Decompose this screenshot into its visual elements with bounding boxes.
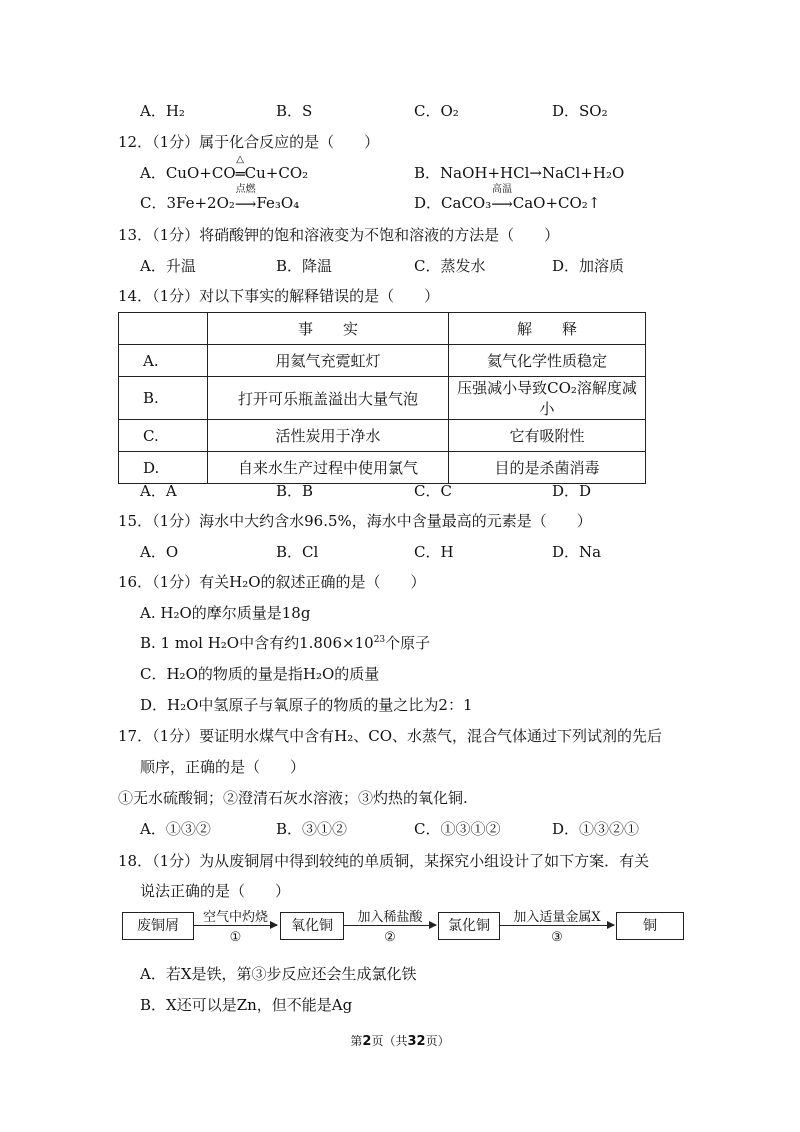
reaction-condition <box>234 184 257 213</box>
q12-c-reactants: C．3Fe+2O₂ <box>140 194 235 212</box>
table-header-row <box>119 313 646 345</box>
q15-stem: 15．（1分）海水中大约含水96.5%，海水中含量最高的元素是（ ） <box>118 512 592 530</box>
q12-stem: 12．（1分）属于化合反应的是（ ） <box>118 133 380 151</box>
q13-stem: 13．（1分）将硝酸钾的饱和溶液变为不饱和溶液的方法是（ ） <box>118 226 560 244</box>
q14-option-c: C．C <box>414 482 452 500</box>
q13-option-d: D．加溶质 <box>552 257 625 275</box>
condition-label: △ <box>236 154 244 165</box>
flow-box-scrap-copper: 废铜屑 <box>122 912 194 940</box>
equals-arrow-icon: ═ <box>235 165 245 183</box>
q14-stem: 14．（1分）对以下事实的解释错误的是（ ） <box>118 287 440 305</box>
q17-option-a: A．①③② <box>140 820 211 838</box>
q15-option-a: A．O <box>140 543 179 561</box>
q13-option-a: A．升温 <box>140 257 196 275</box>
table-row <box>119 452 646 484</box>
q15-option-c: C．H <box>414 543 454 561</box>
table-cell: C. <box>119 420 208 452</box>
table-row <box>119 420 646 452</box>
flow-arrow-icon <box>344 925 436 926</box>
q18-stem-line2: 说法正确的是（ ） <box>140 882 291 900</box>
footer-suffix: 页） <box>425 1034 450 1048</box>
table-cell: 用氦气充霓虹灯 <box>208 345 449 377</box>
q11-option-c: C．O₂ <box>414 102 459 120</box>
table-cell: 压强减小导致CO₂溶解度减小 <box>449 377 646 420</box>
table-cell: B. <box>119 377 208 420</box>
flow-step-number: ② <box>384 930 396 945</box>
q12-option-a <box>140 154 309 183</box>
flow-arrow-icon <box>194 925 277 926</box>
flow-step-label: 加入适量金属X <box>513 910 601 925</box>
q13-option-b: B．降温 <box>276 257 333 275</box>
table-row <box>119 377 646 420</box>
q12-option-d <box>414 184 601 213</box>
flow-step-label: 加入稀盐酸 <box>357 910 423 925</box>
q12-d-products: CaO+CO₂↑ <box>512 194 601 212</box>
q17-reagents: ①无水硫酸铜；②澄清石灰水溶液；③灼热的氧化铜. <box>118 789 468 807</box>
flow-box-copper-oxide: 氧化铜 <box>280 912 344 940</box>
q16-option-c: C．H₂O的物质的量是指H₂O的质量 <box>140 665 380 683</box>
q15-option-d: D．Na <box>552 543 602 561</box>
q11-option-b: B．S <box>276 102 313 120</box>
q11-option-a: A．H₂ <box>140 102 185 120</box>
flow-arrow-icon <box>500 925 614 926</box>
q17-stem-line1: 17．（1分）要证明水煤气中含有H₂、CO、水蒸气，混合气体通过下列试剂的先后 <box>118 727 663 745</box>
condition-label: 高温 <box>491 184 512 195</box>
q14-option-d: D．D <box>552 482 592 500</box>
page-footer <box>0 1032 800 1049</box>
q14-option-a: A．A <box>140 482 177 500</box>
total-pages-number: 32 <box>407 1034 426 1049</box>
process-flow-diagram <box>120 908 685 952</box>
q16-stem: 16．（1分）有关H₂O的叙述正确的是（ ） <box>118 573 426 591</box>
table-cell: 它有吸附性 <box>449 420 646 452</box>
table-cell: D. <box>119 452 208 484</box>
q12-a-reactants: A．CuO+CO <box>140 164 236 182</box>
table-cell: 活性炭用于净水 <box>208 420 449 452</box>
reaction-condition <box>491 184 513 213</box>
q17-stem-line2: 顺序，正确的是（ ） <box>140 758 306 776</box>
footer-middle: 页（共 <box>371 1034 408 1048</box>
q16-option-b <box>140 632 430 653</box>
table-header-cell <box>119 313 208 345</box>
table-header-cell: 事 实 <box>208 313 449 345</box>
q12-option-c <box>140 184 300 213</box>
q12-c-products: Fe₃O₄ <box>256 194 300 212</box>
table-cell: 目的是杀菌消毒 <box>449 452 646 484</box>
flow-step-label: 空气中灼烧 <box>202 910 268 925</box>
q15-option-b: B．Cl <box>276 543 319 561</box>
q16-b-suffix: 个原子 <box>385 634 431 652</box>
flow-step-number: ① <box>229 930 242 945</box>
table-row <box>119 345 646 377</box>
table-cell: 氦气化学性质稳定 <box>449 345 646 377</box>
reaction-arrow-icon: ⟶ <box>234 195 257 213</box>
table-cell: 打开可乐瓶盖溢出大量气泡 <box>208 377 449 420</box>
condition-label: 点燃 <box>235 184 256 195</box>
q18-option-b: B．X还可以是Zn，但不能是Ag <box>140 996 353 1014</box>
q16-option-a: A. H₂O的摩尔质量是18g <box>140 604 311 622</box>
q18-option-a: A．若X是铁，第③步反应还会生成氯化铁 <box>140 965 417 983</box>
q14-option-b: B．B <box>276 482 314 500</box>
reaction-arrow-icon: ⟶ <box>491 195 513 213</box>
q12-d-reactants: D．CaCO₃ <box>414 194 492 212</box>
q12-a-products: Cu+CO₂ <box>244 164 309 182</box>
table-cell: A. <box>119 345 208 377</box>
q17-option-c: C．①③①② <box>414 820 501 838</box>
table-header-cell: 解 释 <box>449 313 646 345</box>
q17-option-b: B．③①② <box>276 820 348 838</box>
footer-prefix: 第 <box>350 1034 363 1048</box>
q16-b-exponent: 23 <box>373 635 386 645</box>
q18-stem-line1: 18．（1分）为从废铜屑中得到较纯的单质铜，某探究小组设计了如下方案．有关 <box>118 852 650 870</box>
q13-option-c: C．蒸发水 <box>414 257 486 275</box>
flow-step-number: ③ <box>551 930 563 945</box>
q12-option-b: B．NaOH+HCl→NaCl+H₂O <box>414 164 625 182</box>
table-cell: 自来水生产过程中使用氯气 <box>208 452 449 484</box>
q16-option-d: D．H₂O中氢原子与氧原子的物质的量之比为2：1 <box>140 696 473 714</box>
current-page-number: 2 <box>362 1034 372 1049</box>
q17-option-d: D．①③②① <box>552 820 640 838</box>
flow-box-copper: 铜 <box>616 912 684 940</box>
facts-table <box>118 312 646 484</box>
flow-box-copper-chloride: 氯化铜 <box>438 912 500 940</box>
reaction-condition <box>235 154 245 183</box>
q16-b-text: B. 1 mol H₂O中含有约1.806×10 <box>140 634 374 652</box>
q11-option-d: D．SO₂ <box>552 102 608 120</box>
